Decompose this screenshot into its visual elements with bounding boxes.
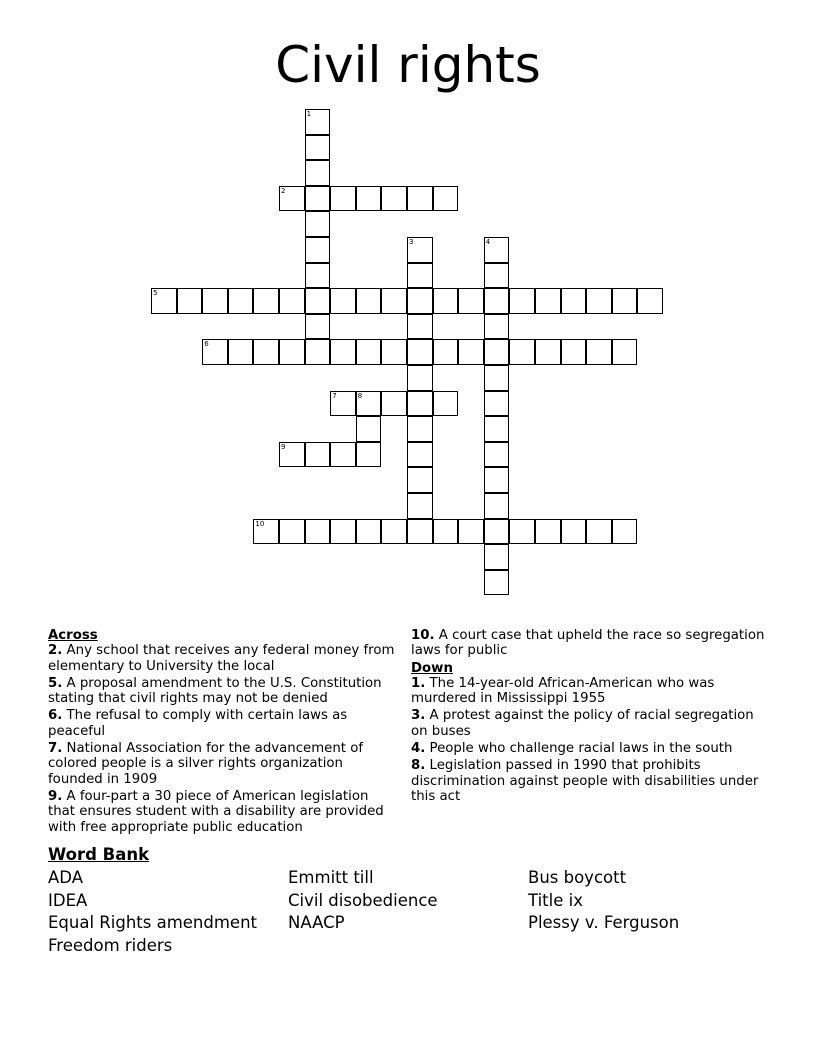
word-bank-column-3: [528, 867, 679, 935]
grid-cell[interactable]: [253, 519, 279, 545]
clue-number: 3: [409, 238, 414, 246]
grid-cell[interactable]: [279, 519, 305, 545]
grid-cell[interactable]: [407, 442, 433, 468]
word-bank-item: Bus boycott: [528, 868, 627, 887]
grid-cell[interactable]: [458, 288, 484, 314]
clue-number: 8: [357, 391, 363, 400]
grid-cell[interactable]: [433, 339, 459, 365]
word-bank-item: IDEA: [48, 890, 88, 910]
grid-cell[interactable]: [202, 288, 228, 314]
grid-cell[interactable]: [561, 519, 587, 545]
grid-cell[interactable]: [305, 109, 331, 135]
clue-number: 5: [153, 289, 158, 298]
grid-cell[interactable]: [305, 288, 331, 314]
word-bank-item: Freedom riders: [48, 935, 173, 955]
grid-cell[interactable]: [407, 339, 433, 365]
grid-cell[interactable]: [356, 186, 382, 212]
grid-cell[interactable]: [305, 442, 331, 468]
clue-number: 2: [281, 186, 286, 195]
grid-cell[interactable]: [484, 544, 510, 570]
grid-cell[interactable]: [407, 416, 433, 442]
grid-cell[interactable]: [381, 391, 407, 417]
grid-cell[interactable]: [279, 442, 305, 468]
word-bank-column-2: [288, 867, 438, 935]
grid-cell[interactable]: [356, 288, 382, 314]
grid-cell[interactable]: [202, 339, 228, 365]
word-bank-item: NAACP: [288, 913, 345, 932]
grid-cell[interactable]: [433, 186, 459, 212]
clue-number: 4: [485, 238, 491, 246]
grid-cell[interactable]: [330, 391, 356, 417]
grid-cell[interactable]: [305, 135, 331, 161]
grid-cell[interactable]: [407, 391, 433, 417]
grid-cell[interactable]: [381, 519, 407, 545]
grid-cell[interactable]: [356, 442, 382, 468]
grid-cell[interactable]: [561, 339, 587, 365]
grid-cell[interactable]: [484, 519, 510, 545]
clue-number: 6: [204, 340, 209, 349]
grid-cell[interactable]: [458, 519, 484, 545]
word-bank-item: Equal Rights amendment: [48, 913, 258, 932]
grid-cell[interactable]: [356, 391, 382, 417]
grid-cell[interactable]: [305, 186, 331, 212]
grid-cell[interactable]: [381, 186, 407, 212]
grid-cell[interactable]: [535, 519, 561, 545]
word-bank-item: ADA: [48, 868, 83, 887]
clue-down-3: 3. A protest against the policy of racial segregation on buses: [411, 708, 754, 739]
grid-cell[interactable]: [484, 314, 510, 340]
clue-down-4: 4. People who challenge racial laws in the south: [411, 741, 733, 757]
grid-cell[interactable]: [509, 288, 535, 314]
grid-cell[interactable]: [407, 288, 433, 314]
grid-cell[interactable]: [433, 288, 459, 314]
grid-cell[interactable]: [484, 365, 510, 391]
grid-cell[interactable]: [253, 288, 279, 314]
grid-cell[interactable]: [381, 288, 407, 314]
grid-cell[interactable]: [484, 339, 510, 365]
grid-cell[interactable]: [509, 339, 535, 365]
grid-cell[interactable]: [484, 263, 510, 289]
grid-cell[interactable]: [305, 263, 331, 289]
grid-cell[interactable]: [484, 416, 510, 442]
grid-cell[interactable]: [381, 339, 407, 365]
clue-across-6: 6. The refusal to comply with certain laws as peaceful: [48, 708, 348, 739]
grid-cell[interactable]: [330, 186, 356, 212]
clue-number: 9: [281, 442, 286, 451]
grid-cell[interactable]: [535, 339, 561, 365]
clue-across-2: 2. Any school that receives any federal money from elementary to University the local: [48, 643, 395, 674]
word-bank-item: Emmitt till: [288, 868, 374, 887]
grid-cell[interactable]: [305, 519, 331, 545]
grid-cell[interactable]: [561, 288, 587, 314]
grid-cell[interactable]: [484, 442, 510, 468]
grid-cell[interactable]: [586, 519, 612, 545]
grid-cell[interactable]: [305, 211, 331, 237]
grid-cell[interactable]: [407, 365, 433, 391]
grid-cell[interactable]: [586, 339, 612, 365]
grid-cell[interactable]: [407, 467, 433, 493]
grid-cell[interactable]: [177, 288, 203, 314]
clue-number: 10: [255, 519, 265, 528]
grid-cell[interactable]: [407, 263, 433, 289]
grid-cell[interactable]: [253, 339, 279, 365]
grid-cell[interactable]: [356, 416, 382, 442]
grid-cell[interactable]: [407, 519, 433, 545]
down-heading: Down: [411, 660, 453, 676]
grid-cell[interactable]: [407, 493, 433, 519]
grid-cell[interactable]: [330, 288, 356, 314]
grid-cell[interactable]: [305, 339, 331, 365]
grid-cell[interactable]: [612, 519, 638, 545]
right-clues: [411, 628, 771, 806]
grid-cell[interactable]: [484, 570, 510, 596]
word-bank-column-1: [48, 867, 257, 957]
grid-cell[interactable]: [484, 237, 510, 263]
clue-across-10: 10. A court case that upheld the race so segregation laws for public: [411, 628, 765, 659]
grid-cell[interactable]: [330, 442, 356, 468]
page-title: Civil rights: [275, 36, 541, 94]
grid-cell[interactable]: [407, 237, 433, 263]
clue-across-9: 9. A four-part a 30 piece of American legislation that ensures student with a disability are provided with free appropriate public education: [48, 788, 384, 835]
clue-number: 7: [332, 391, 337, 400]
word-bank-heading: Word Bank: [48, 845, 150, 864]
across-clues: [48, 628, 398, 837]
grid-cell[interactable]: [356, 339, 382, 365]
grid-cell[interactable]: [330, 339, 356, 365]
grid-cell[interactable]: [305, 237, 331, 263]
grid-cell[interactable]: [458, 339, 484, 365]
grid-cell[interactable]: [407, 186, 433, 212]
grid-cell[interactable]: [407, 314, 433, 340]
grid-cell[interactable]: [535, 288, 561, 314]
grid-cell[interactable]: [356, 519, 382, 545]
across-heading: Across: [48, 628, 98, 643]
grid-cell[interactable]: [279, 186, 305, 212]
grid-cell[interactable]: [228, 339, 254, 365]
grid-cell[interactable]: [612, 339, 638, 365]
grid-cell[interactable]: [330, 519, 356, 545]
clue-across-5: 5. A proposal amendment to the U.S. Constitution stating that civil rights may not be denied: [48, 675, 382, 707]
grid-cell[interactable]: [586, 288, 612, 314]
grid-cell[interactable]: [509, 519, 535, 545]
grid-cell[interactable]: [228, 288, 254, 314]
grid-cell[interactable]: [305, 160, 331, 186]
grid-cell[interactable]: [484, 288, 510, 314]
clue-down-1: 1. The 14-year-old African-American who was murdered in Mississippi 1955: [411, 675, 715, 707]
grid-cell[interactable]: [433, 391, 459, 417]
grid-cell[interactable]: [484, 493, 510, 519]
grid-cell[interactable]: [612, 288, 638, 314]
clue-number: 1: [306, 110, 312, 118]
grid-cell[interactable]: [279, 288, 305, 314]
word-bank-item: Title ix: [528, 890, 583, 910]
clue-down-8: 8. Legislation passed in 1990 that prohibits discrimination against people with disabilities under this act: [411, 758, 759, 804]
grid-cell[interactable]: [484, 391, 510, 417]
grid-cell[interactable]: [484, 467, 510, 493]
grid-cell[interactable]: [151, 288, 177, 314]
grid-cell[interactable]: [433, 519, 459, 545]
word-bank-item: Civil disobedience: [288, 890, 438, 910]
clue-across-7: 7. National Association for the advancement of colored people is a silver rights organization founded in 1909: [48, 741, 364, 787]
grid-cell[interactable]: [637, 288, 663, 314]
word-bank-item: Plessy v. Ferguson: [528, 913, 680, 932]
grid-cell[interactable]: [305, 314, 331, 340]
grid-cell[interactable]: [279, 339, 305, 365]
